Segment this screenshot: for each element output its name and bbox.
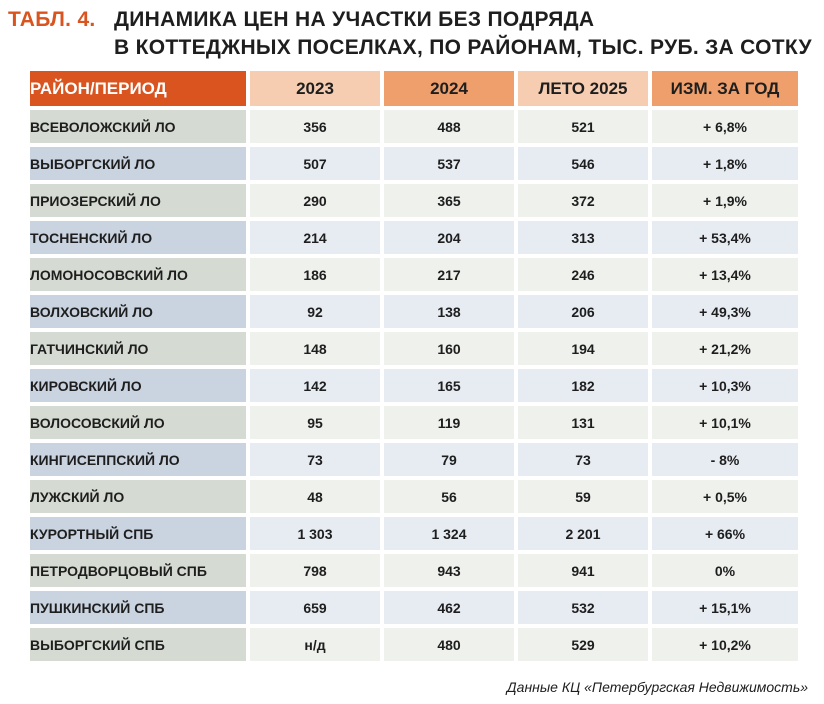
header-year-change: ИЗМ. ЗА ГОД xyxy=(652,71,798,106)
cell-2023: 186 xyxy=(250,258,380,291)
cell-2024: 480 xyxy=(384,628,514,661)
cell-year-change: + 1,9% xyxy=(652,184,798,217)
cell-year-change: + 6,8% xyxy=(652,110,798,143)
cell-summer-2025: 194 xyxy=(518,332,648,365)
title-text-2: В КОТТЕДЖНЫХ ПОСЕЛКАХ, ПО РАЙОНАМ, ТЫС. РУБ. ЗА СОТКУ xyxy=(114,36,812,59)
cell-2023: 95 xyxy=(250,406,380,439)
cell-2024: 138 xyxy=(384,295,514,328)
cell-2024: 160 xyxy=(384,332,514,365)
cell-2023: 148 xyxy=(250,332,380,365)
cell-year-change: + 1,8% xyxy=(652,147,798,180)
cell-2024: 365 xyxy=(384,184,514,217)
cell-region: ПУШКИНСКИЙ СПБ xyxy=(30,591,246,624)
cell-summer-2025: 313 xyxy=(518,221,648,254)
price-table xyxy=(26,67,802,665)
cell-summer-2025: 532 xyxy=(518,591,648,624)
cell-region: ГАТЧИНСКИЙ ЛО xyxy=(30,332,246,365)
cell-summer-2025: 206 xyxy=(518,295,648,328)
header-summer-2025: ЛЕТО 2025 xyxy=(518,71,648,106)
cell-year-change: + 15,1% xyxy=(652,591,798,624)
source-note: Данные КЦ «Петербургская Недвижимость» xyxy=(506,679,808,695)
table-row xyxy=(30,628,798,661)
cell-region: ЛУЖСКИЙ ЛО xyxy=(30,480,246,513)
table-row xyxy=(30,443,798,476)
table-row xyxy=(30,517,798,550)
cell-2024: 462 xyxy=(384,591,514,624)
table-row xyxy=(30,406,798,439)
cell-year-change: + 10,2% xyxy=(652,628,798,661)
cell-year-change: + 10,3% xyxy=(652,369,798,402)
title-line-2 xyxy=(8,34,812,62)
cell-summer-2025: 182 xyxy=(518,369,648,402)
cell-2024: 204 xyxy=(384,221,514,254)
table-row xyxy=(30,554,798,587)
table-row xyxy=(30,110,798,143)
cell-summer-2025: 131 xyxy=(518,406,648,439)
cell-2024: 537 xyxy=(384,147,514,180)
cell-2023: 507 xyxy=(250,147,380,180)
cell-summer-2025: 941 xyxy=(518,554,648,587)
header-region: РАЙОН/ПЕРИОД xyxy=(30,71,246,106)
cell-year-change: + 66% xyxy=(652,517,798,550)
cell-2023: 142 xyxy=(250,369,380,402)
cell-2024: 1 324 xyxy=(384,517,514,550)
cell-2024: 488 xyxy=(384,110,514,143)
cell-summer-2025: 73 xyxy=(518,443,648,476)
title-line-1 xyxy=(8,6,808,34)
cell-summer-2025: 372 xyxy=(518,184,648,217)
header-2023: 2023 xyxy=(250,71,380,106)
cell-region: ВОЛХОВСКИЙ ЛО xyxy=(30,295,246,328)
cell-2023: 214 xyxy=(250,221,380,254)
cell-year-change: - 8% xyxy=(652,443,798,476)
table-row xyxy=(30,258,798,291)
cell-year-change: + 13,4% xyxy=(652,258,798,291)
cell-region: ВОЛОСОВСКИЙ ЛО xyxy=(30,406,246,439)
cell-year-change: 0% xyxy=(652,554,798,587)
table-row xyxy=(30,147,798,180)
cell-summer-2025: 546 xyxy=(518,147,648,180)
table-header-row xyxy=(30,71,798,106)
cell-region: ВЫБОРГСКИЙ ЛО xyxy=(30,147,246,180)
cell-2024: 165 xyxy=(384,369,514,402)
cell-region: ЛОМОНОСОВСКИЙ ЛО xyxy=(30,258,246,291)
cell-2023: н/д xyxy=(250,628,380,661)
cell-summer-2025: 59 xyxy=(518,480,648,513)
cell-2024: 943 xyxy=(384,554,514,587)
cell-region: КИНГИСЕППСКИЙ ЛО xyxy=(30,443,246,476)
cell-year-change: + 10,1% xyxy=(652,406,798,439)
table-row xyxy=(30,332,798,365)
table-row xyxy=(30,184,798,217)
cell-region: КИРОВСКИЙ ЛО xyxy=(30,369,246,402)
cell-2024: 217 xyxy=(384,258,514,291)
cell-2023: 92 xyxy=(250,295,380,328)
cell-summer-2025: 2 201 xyxy=(518,517,648,550)
table-row xyxy=(30,480,798,513)
cell-2024: 56 xyxy=(384,480,514,513)
cell-2024: 79 xyxy=(384,443,514,476)
table-body xyxy=(30,110,798,661)
table-row xyxy=(30,295,798,328)
cell-summer-2025: 529 xyxy=(518,628,648,661)
cell-2023: 659 xyxy=(250,591,380,624)
table-row xyxy=(30,221,798,254)
cell-summer-2025: 521 xyxy=(518,110,648,143)
cell-region: КУРОРТНЫЙ СПБ xyxy=(30,517,246,550)
cell-2023: 356 xyxy=(250,110,380,143)
cell-2023: 1 303 xyxy=(250,517,380,550)
cell-region: ВСЕВОЛОЖСКИЙ ЛО xyxy=(30,110,246,143)
cell-year-change: + 21,2% xyxy=(652,332,798,365)
cell-year-change: + 0,5% xyxy=(652,480,798,513)
table-row xyxy=(30,369,798,402)
table-title xyxy=(8,6,812,62)
header-2024: 2024 xyxy=(384,71,514,106)
cell-region: ВЫБОРГСКИЙ СПБ xyxy=(30,628,246,661)
title-text-1: ДИНАМИКА ЦЕН НА УЧАСТКИ БЕЗ ПОДРЯДА xyxy=(114,8,595,31)
cell-summer-2025: 246 xyxy=(518,258,648,291)
table-row xyxy=(30,591,798,624)
cell-2023: 290 xyxy=(250,184,380,217)
cell-year-change: + 49,3% xyxy=(652,295,798,328)
cell-2024: 119 xyxy=(384,406,514,439)
cell-year-change: + 53,4% xyxy=(652,221,798,254)
cell-region: ПРИОЗЕРСКИЙ ЛО xyxy=(30,184,246,217)
cell-2023: 73 xyxy=(250,443,380,476)
cell-region: ТОСНЕНСКИЙ ЛО xyxy=(30,221,246,254)
cell-region: ПЕТРОДВОРЦОВЫЙ СПБ xyxy=(30,554,246,587)
table-number-label: ТАБЛ. 4. xyxy=(8,8,96,31)
cell-2023: 798 xyxy=(250,554,380,587)
cell-2023: 48 xyxy=(250,480,380,513)
